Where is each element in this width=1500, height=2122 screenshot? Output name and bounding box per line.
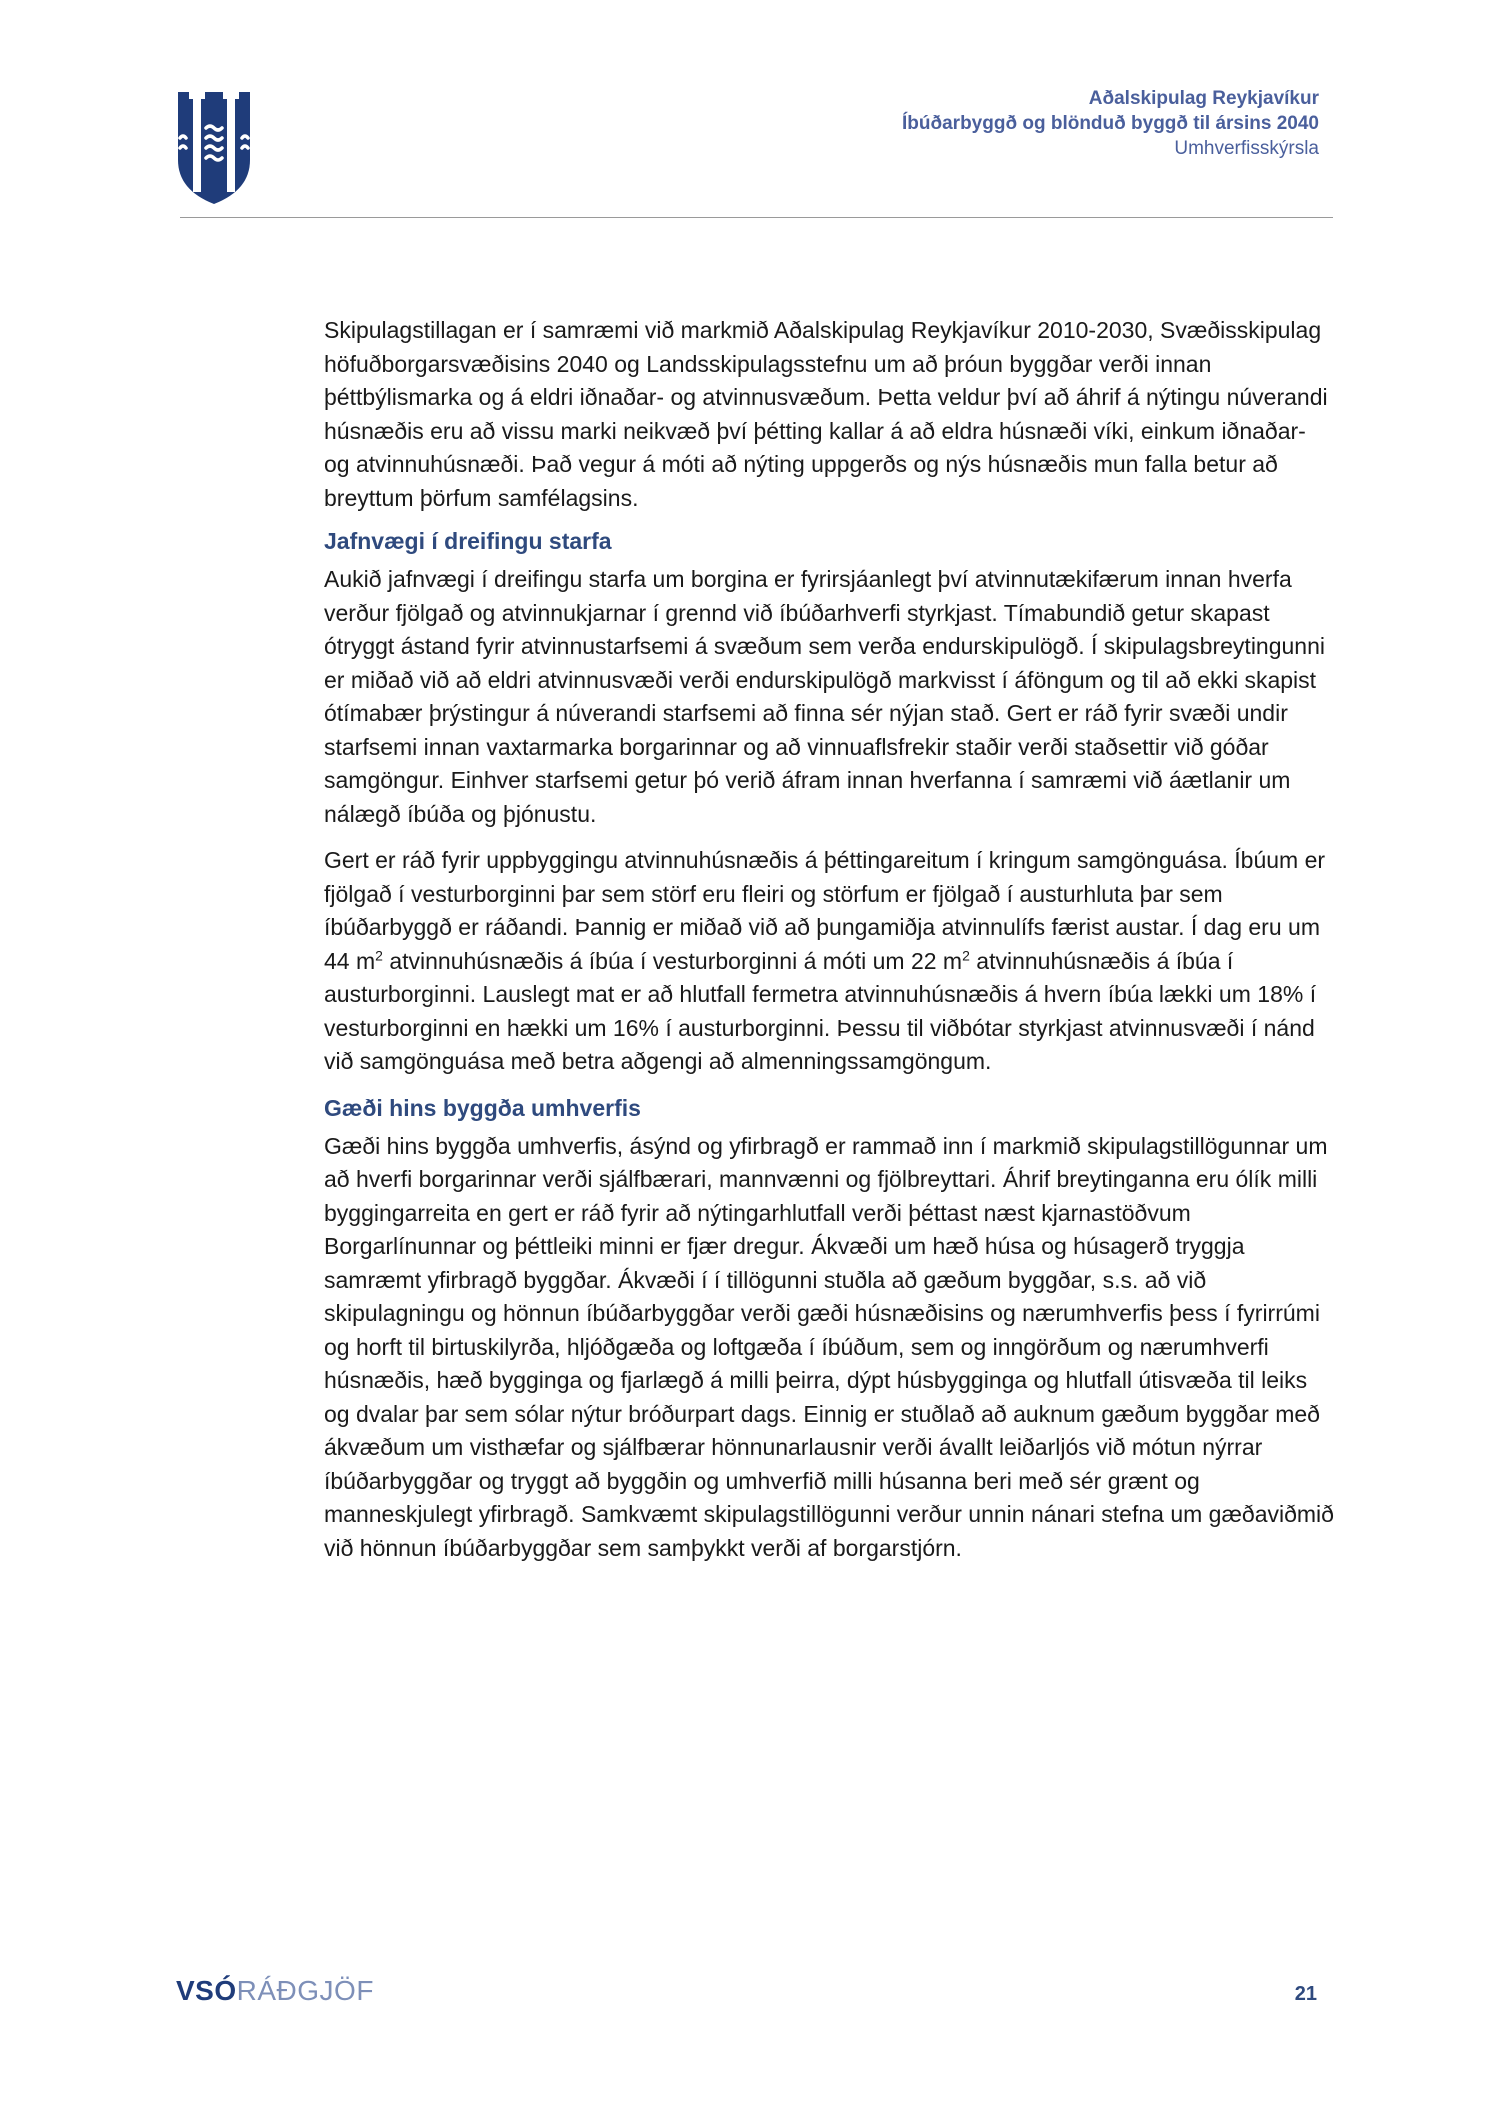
paragraph-job-distribution: Aukið jafnvægi í dreifingu starfa um borgina er fyrirsjáanlegt því atvinnutækifærum innan hverfa verður fjölgað og atvinnukjarnar í grennd við íbúðarhverfi styrkjast. Tímabundið getur skapast ótryggt ástand fyrir atvinnustarfsemi á svæðum sem verða endurskipulögð. Í skipulagsbreytingunni er miðað við að eldri atvinnusvæði verði endurskipulögð markvisst í áföngum og til að ekki skapist ótímabær þrýstingur á núverandi starfsemi að finna sér nýjan stað. Gert er ráð fyrir svæði undir starfsemi innan vaxtarmarka borgarinnar og að vinnuaflsfrekir staðir verði staðsettir við góðar samgöngur. Einhver starfsemi getur þó verið áfram innan hverfanna í samræmi við áætlanir um nálægð íbúða og þjónustu. [324, 566, 1325, 827]
superscript: 2 [375, 946, 383, 963]
paragraph-built-environment: Gæði hins byggða umhverfis, ásýnd og yfirbragð er rammað inn í markmið skipulagstillögunnar um að hverfi borgarinnar verði sjálfbærari, mannvænni og fjölbreyttari. Áhrif breytinganna eru ólík milli byggingarreita en gert er ráð fyrir að nýtingarhlutfall verði þéttast næst kjarnastöðvum Borgarlínunnar og þéttleiki minni er fjær dregur. Ákvæði um hæð húsa og húsagerð tryggja samræmt yfirbragð byggðar. Ákvæði í í tillögunni stuðla að gæðum byggðar, s.s. að við skipulagningu og hönnun íbúðarbyggðar verði gæði húsnæðisins og nærumhverfis þess í fyrirrúmi og horft til birtuskilyrða, hljóðgæða og loftgæða í íbúðum, sem og inngörðum og nærumhverfi húsnæðis, hæð bygginga og fjarlægð á milli þeirra, dýpt húsbygginga og hlutfall útisvæða til leiks og dvalar þar sem sólar nýtur bróðurpart dags. Einnig er stuðlað að auknum gæðum byggðar með ákvæðum um visthæfar og sjálfbærar hönnunarlausnir verði ávallt leiðarljós við mótun nýrrar íbúðarbyggðar og tryggt að byggðin og umhverfið milli húsanna beri með sér grænt og manneskjulegt yfirbragð. Samkvæmt skipulagstillögunni verður unnin nánari stefna um gæðaviðmið við hönnun íbúðarbyggðar sem samþykkt verði af borgarstjórn. [324, 1132, 1334, 1561]
footer-brand-bold: VSÓ [176, 1975, 237, 2006]
section-heading-built-environment: Gæði hins byggða umhverfis [324, 1094, 641, 1121]
header-report-type: Umhverfisskýrsla [1174, 138, 1319, 159]
document-header [902, 86, 1319, 161]
text-run: Gert er ráð fyrir uppbyggingu atvinnuhúsnæðis á þéttingareitum í kringum samgönguása. Íbúum er fjölgað í vesturborginni þar sem störf eru fleiri og störfum er fjölgað í austurhluta þar sem íbúðarbyggð er ráðandi. Þannig er miðað við að þungamiðja atvinnulífs færist austar. Í dag eru um 44 m [324, 847, 1326, 974]
reykjavik-coat-of-arms-icon [176, 90, 252, 206]
page-number: 21 [1294, 1983, 1317, 2005]
text-run: atvinnuhúsnæðis á íbúa í vesturborginni á móti um 22 m [382, 947, 963, 974]
section-heading-job-distribution: Jafnvægi í dreifingu starfa [324, 528, 612, 554]
paragraph-commercial-space [324, 844, 1334, 1079]
text-run: atvinnuhúsnæðis á íbúa í austurborginni. Lauslegt mat er að hlutfall fermetra atvinnuhúsnæðis á hvern íbúa lækki um 18% í vesturborginni en hækki um 16% í austurborginni. Þessu til viðbótar styrkjast atvinnusvæði í nánd við samgönguása með betra aðgengi að almenningssamgöngum. [324, 947, 1317, 1074]
superscript: 2 [962, 946, 970, 963]
header-subtitle: Íbúðarbyggð og blönduð byggð til ársins 2040 [902, 113, 1319, 134]
document-body [324, 314, 1334, 1578]
footer-brand-light: RÁÐGJÖF [236, 1975, 374, 2006]
vso-radgjof-logo [176, 1975, 374, 2007]
header-divider [180, 217, 1333, 218]
header-title: Aðalskipulag Reykjavíkur [1088, 88, 1319, 109]
paragraph-intro: Skipulagstillagan er í samræmi við markmið Aðalskipulag Reykjavíkur 2010-2030, Svæðisskipulag höfuðborgarsvæðisins 2040 og Landsskipulagsstefnu um að þróun byggðar verði innan þéttbýlismarka og á eldri iðnaðar- og atvinnusvæðum. Þetta veldur því að áhrif á nýtingu núverandi húsnæðis eru að vissu marki neikvæð því þétting kallar á að eldra húsnæði víki, einkum iðnaðar- og atvinnuhúsnæði. Það vegur á móti að nýting uppgerðs og nýs húsnæðis mun falla betur að breyttum þörfum samfélagsins. [324, 317, 1328, 511]
